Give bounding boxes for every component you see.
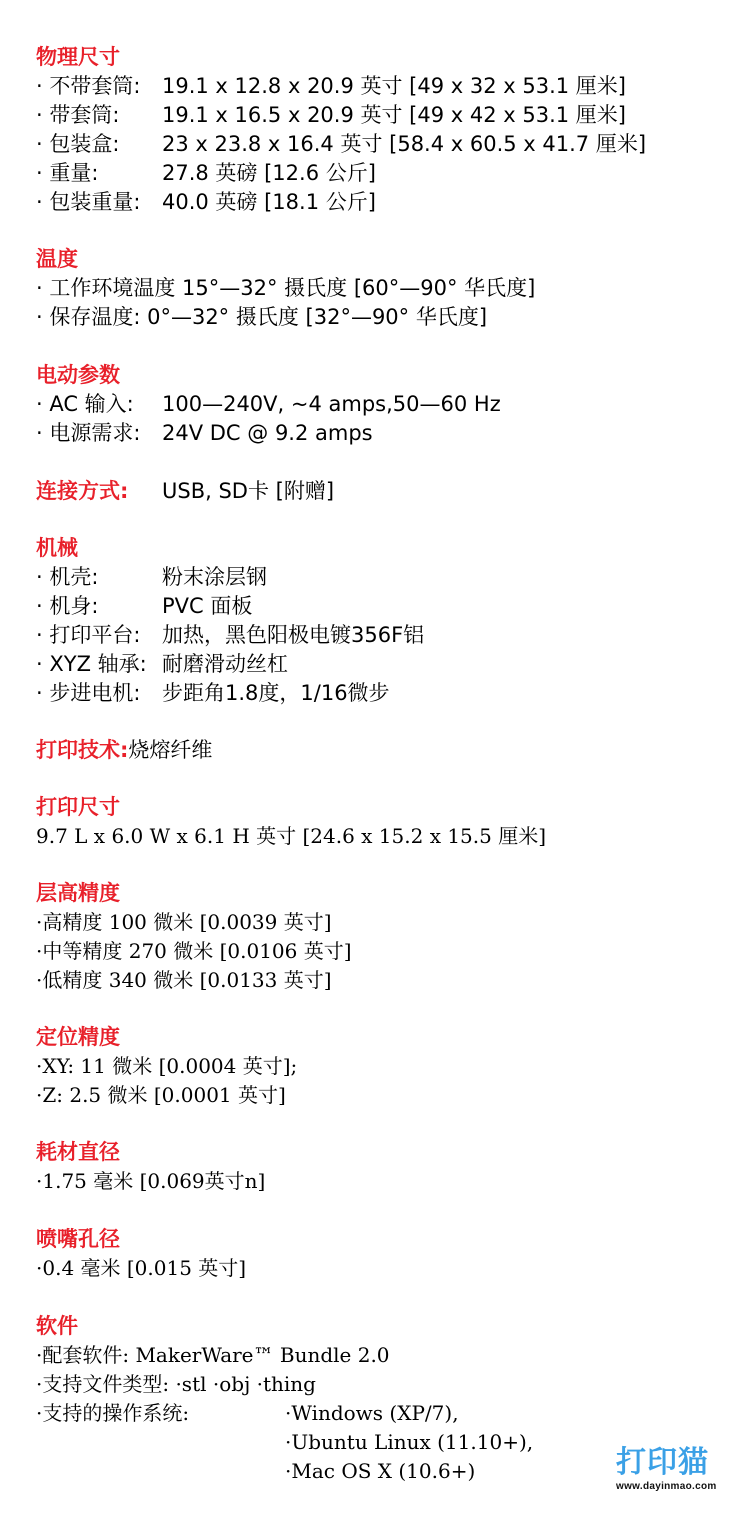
mechanical-row <box>36 681 390 705</box>
mechanical-row-label: · XYZ 轴承: <box>36 652 147 676</box>
temperature-title: 温度 <box>36 247 78 271</box>
physical-row-value: 27.8 英磅 [12.6 公斤] <box>162 161 376 185</box>
physical-row-label: · 带套筒: <box>36 103 120 127</box>
software-filetypes: ·支持文件类型: ·stl ·obj ·thing <box>36 1372 316 1396</box>
software-title: 软件 <box>36 1314 78 1338</box>
positioning-row: ·Z: 2.5 微米 [0.0001 英寸] <box>36 1083 286 1107</box>
mechanical-row-label: · 打印平台: <box>36 623 141 647</box>
mechanical-row-label: · 机身: <box>36 594 99 618</box>
physical-row <box>36 161 376 185</box>
physical-row <box>36 132 647 156</box>
positioning-row: ·XY: 11 微米 [0.0004 英寸]; <box>36 1054 298 1078</box>
nozzle-title: 喷嘴孔径 <box>36 1227 120 1251</box>
software-bundle: ·配套软件: MakerWare™ Bundle 2.0 <box>36 1343 390 1367</box>
dayinmao-logo <box>616 1445 740 1498</box>
nozzle-value: ·0.4 毫米 [0.015 英寸] <box>36 1256 247 1280</box>
electrical-row <box>36 392 501 416</box>
print-tech-title: 打印技术: <box>36 738 129 762</box>
logo-text: 打印猫 <box>616 1445 709 1480</box>
physical-row-value: 19.1 x 12.8 x 20.9 英寸 [49 x 32 x 53.1 厘米] <box>162 74 626 98</box>
physical-row-value: 23 x 23.8 x 16.4 英寸 [58.4 x 60.5 x 41.7 厘米] <box>162 132 647 156</box>
print-tech-row <box>36 740 212 761</box>
electrical-row-value: 24V DC @ 9.2 amps <box>162 421 373 445</box>
electrical-row <box>36 421 373 445</box>
mechanical-row-label: · 机壳: <box>36 565 99 589</box>
connectivity-title: 连接方式: <box>36 479 129 503</box>
software-os-item: ·Mac OS X (10.6+) <box>285 1459 476 1483</box>
mechanical-row-value: 耐磨滑动丝杠 <box>162 652 288 676</box>
filament-value: ·1.75 毫米 [0.069英寸n] <box>36 1169 266 1193</box>
mechanical-row-value: 步距角1.8度，1/16微步 <box>162 681 390 705</box>
mechanical-row-value: 加热，黑色阳极电镀356F铝 <box>162 623 425 647</box>
mechanical-row-label: · 步进电机: <box>36 681 141 705</box>
mechanical-row <box>36 594 253 618</box>
electrical-row-label: · AC 输入: <box>36 392 134 416</box>
layer-title: 层高精度 <box>36 881 120 905</box>
layer-row: ·中等精度 270 微米 [0.0106 英寸] <box>36 939 352 963</box>
software-os-item: ·Ubuntu Linux (11.10+), <box>285 1430 534 1454</box>
physical-row-label: · 重量: <box>36 161 99 185</box>
physical-row <box>36 103 626 127</box>
physical-title: 物理尺寸 <box>36 45 120 69</box>
physical-row-value: 40.0 英磅 [18.1 公斤] <box>162 190 376 214</box>
filament-title: 耗材直径 <box>36 1140 120 1164</box>
physical-row-value: 19.1 x 16.5 x 20.9 英寸 [49 x 42 x 53.1 厘米] <box>162 103 626 127</box>
temperature-row: · 工作环境温度 15°—32° 摄氏度 [60°—90° 华氏度] <box>36 276 536 300</box>
mechanical-row-value: 粉末涂层钢 <box>162 565 267 589</box>
physical-row-label: · 包装盒: <box>36 132 120 156</box>
software-os-item: ·Windows (XP/7), <box>285 1401 459 1425</box>
build-size-title: 打印尺寸 <box>36 795 120 819</box>
mechanical-row <box>36 565 267 589</box>
print-tech-value: 烧熔纤维 <box>128 738 213 762</box>
physical-row <box>36 190 376 214</box>
temperature-row: · 保存温度: 0°—32° 摄氏度 [32°—90° 华氏度] <box>36 305 488 329</box>
electrical-title: 电动参数 <box>36 363 120 387</box>
positioning-title: 定位精度 <box>36 1025 120 1049</box>
build-size-value: 9.7 L x 6.0 W x 6.1 H 英寸 [24.6 x 15.2 x 15.5 厘米] <box>36 824 547 848</box>
connectivity-value: USB, SD卡 [附赠] <box>162 479 335 503</box>
connectivity-row <box>36 479 335 503</box>
electrical-row-value: 100—240V, ~4 amps,50—60 Hz <box>162 392 501 416</box>
mechanical-title: 机械 <box>36 536 78 560</box>
physical-row-label: · 不带套筒: <box>36 74 141 98</box>
physical-row-label: · 包装重量: <box>36 190 141 214</box>
mechanical-row <box>36 652 288 676</box>
mechanical-row <box>36 623 425 647</box>
software-os-label: ·支持的操作系统: <box>36 1401 190 1425</box>
logo-url: www.dayinmao.com <box>616 1481 717 1492</box>
physical-row <box>36 74 626 98</box>
mechanical-row-value: PVC 面板 <box>162 594 253 618</box>
electrical-row-label: · 电源需求: <box>36 421 141 445</box>
layer-row: ·低精度 340 微米 [0.0133 英寸] <box>36 968 332 992</box>
layer-row: ·高精度 100 微米 [0.0039 英寸] <box>36 910 332 934</box>
